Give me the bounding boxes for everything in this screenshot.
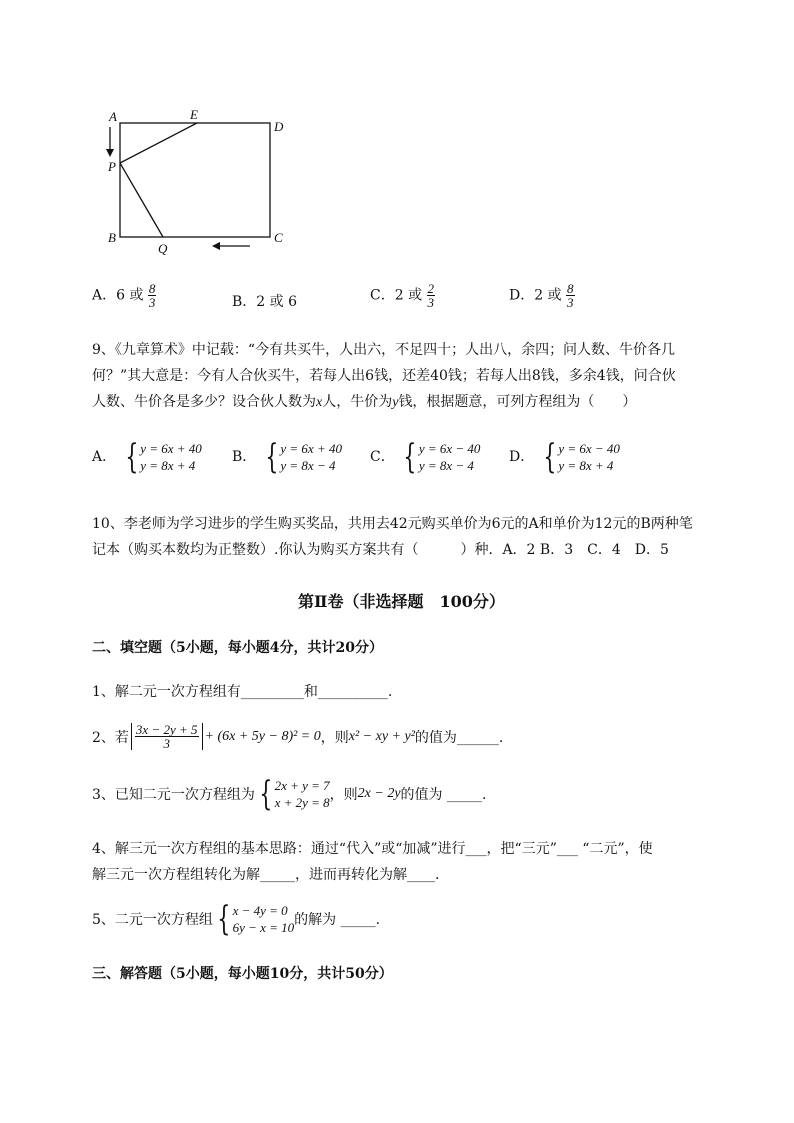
equation-2: y = 8x + 4 [140, 458, 196, 473]
q8-option-c[interactable] [370, 282, 435, 309]
q8-option-c-fraction [427, 282, 436, 309]
q9-option-d[interactable] [509, 437, 620, 477]
equation-2: y = 8x + 4 [558, 458, 614, 473]
denominator: 3 [567, 295, 574, 310]
f2-fraction [135, 723, 199, 750]
label-d: D [274, 119, 284, 134]
q8-option-d[interactable] [509, 282, 575, 309]
q9-line-3 [92, 391, 636, 411]
denominator: 3 [427, 295, 435, 310]
q9-option-a[interactable] [92, 437, 202, 477]
fill-question-1: 1、解二元一次方程组有_________和__________. [92, 684, 393, 700]
equation-system [539, 437, 620, 477]
f5-suffix: 的解为 _____. [294, 912, 381, 928]
denominator: 3 [148, 295, 156, 310]
fill-question-4-line-1: 4、解三元一次方程组的基本思路：通过“代入”或“加减”进行___，把“三元”___ “二元”，使 [92, 841, 653, 857]
numerator: 8 [567, 281, 574, 296]
q9-line-3b: 人，牛价为 [322, 394, 393, 410]
fill-question-3 [92, 774, 487, 814]
equation-system [399, 437, 481, 477]
q9-line-3c: 钱，根据题意，可列方程组为（ ） [398, 394, 637, 410]
equation-system [261, 437, 342, 477]
arrow-down-head [106, 149, 114, 157]
equation-2: x + 2y = 8 [274, 795, 330, 810]
q10-line-1: 10、李老师为学习进步的学生购买奖品，共用去42元购买单价为6元的A和单价为12元的B两种笔 [92, 516, 693, 532]
label-q: Q [158, 241, 168, 256]
label-a: A [109, 109, 117, 124]
label-e: E [190, 107, 198, 122]
f3-suffix: 的值为 _____. [400, 787, 487, 803]
equation-1: y = 6x + 40 [140, 441, 202, 456]
fill-question-5 [92, 899, 381, 939]
label-p: P [108, 159, 116, 174]
equation-1: y = 6x − 40 [558, 441, 620, 456]
label-c: C [274, 230, 283, 245]
section-fill-heading: 二、填空题（5小题，每小题4分，共计20分） [92, 640, 383, 656]
q8-option-a[interactable] [92, 282, 156, 309]
brace: { [543, 437, 556, 477]
q8-option-b[interactable] [232, 291, 297, 311]
equation-1: y = 6x − 40 [418, 441, 481, 456]
q8-option-c-text: C．2 或 [370, 287, 423, 304]
q9-line-3a: 人数、牛价各是多少？设合伙人数为 [92, 394, 316, 410]
f2-expression: + (6x + 5y − 8)² = 0 [204, 728, 321, 744]
fill-question-4-line-2: 解三元一次方程组转化为解_____，进而再转化为解____. [92, 867, 440, 883]
var-x: x [316, 395, 323, 410]
q9-line-1: 9、《九章算术》中记载：“今有共买牛，人出六，不足四十；人出八，余四；问人数、牛价各几 [92, 342, 676, 358]
q8-option-d-text: D．2 或 [509, 287, 562, 304]
part-2-title: 第Ⅱ卷（非选择题 100分） [298, 592, 505, 611]
q8-option-a-text: A．6 或 [92, 287, 144, 304]
f3-prefix: 3、已知二元一次方程组为 [92, 787, 255, 803]
f3-target-expression: 2x − 2y [357, 786, 401, 801]
segment-pq [120, 163, 163, 237]
q8-option-a-fraction [148, 282, 157, 309]
equation-2: y = 8x − 4 [280, 458, 336, 473]
equation-2: 6y − x = 10 [232, 920, 295, 935]
option-label: A． [92, 449, 117, 465]
geometry-figure [100, 105, 300, 260]
denominator: 3 [163, 736, 170, 751]
equation-2: y = 8x − 4 [418, 458, 474, 473]
q8-option-b-text: B．2 或 6 [232, 294, 298, 310]
arrow-left-head [212, 242, 220, 250]
f2-target-expression: x² − xy + y² [348, 728, 415, 744]
var-y: y [392, 395, 399, 410]
q9-option-c[interactable] [370, 437, 481, 477]
f5-prefix: 5、二元一次方程组 [92, 912, 213, 928]
option-label: B． [232, 449, 257, 465]
f3-then: ，则 [329, 787, 358, 803]
equation-1: 2x + y = 7 [274, 778, 330, 793]
equation-1: x − 4y = 0 [232, 903, 288, 918]
f2-suffix: 的值为______. [414, 729, 504, 746]
segment-pe [120, 123, 197, 163]
numerator: 3x − 2y + 5 [135, 722, 198, 737]
brace: { [265, 437, 279, 477]
q9-option-b[interactable] [232, 437, 342, 477]
equation-1: y = 6x + 40 [280, 441, 342, 456]
option-label: D． [509, 449, 535, 465]
absolute-value [131, 723, 203, 750]
label-b: B [108, 230, 116, 245]
brace: { [403, 437, 417, 477]
f2-prefix: 2、若 [92, 729, 129, 746]
brace: { [259, 774, 273, 814]
option-label: C． [370, 449, 395, 465]
f3-equation-system [255, 774, 330, 814]
numerator: 2 [427, 281, 435, 296]
f2-then: ，则 [320, 729, 349, 746]
q10-line-2: 记本（购买本数均为正整数）.你认为购买方案共有（ ）种．A．2 B．3 C．4 D．5 [92, 542, 669, 558]
fill-question-2 [92, 723, 503, 750]
brace: { [217, 899, 231, 939]
brace: { [124, 437, 138, 477]
section-answer-heading: 三、解答题（5小题，每小题10分，共计50分） [92, 966, 393, 982]
equation-system [121, 437, 202, 477]
q8-option-d-fraction [566, 282, 575, 309]
f5-equation-system [213, 899, 295, 939]
rectangle-abcd [120, 123, 270, 237]
numerator: 8 [148, 281, 156, 296]
q9-line-2: 何？”其大意是：今有人合伙买牛，若每人出6钱，还差40钱；若每人出8钱，多余4钱，问合伙 [92, 368, 676, 384]
